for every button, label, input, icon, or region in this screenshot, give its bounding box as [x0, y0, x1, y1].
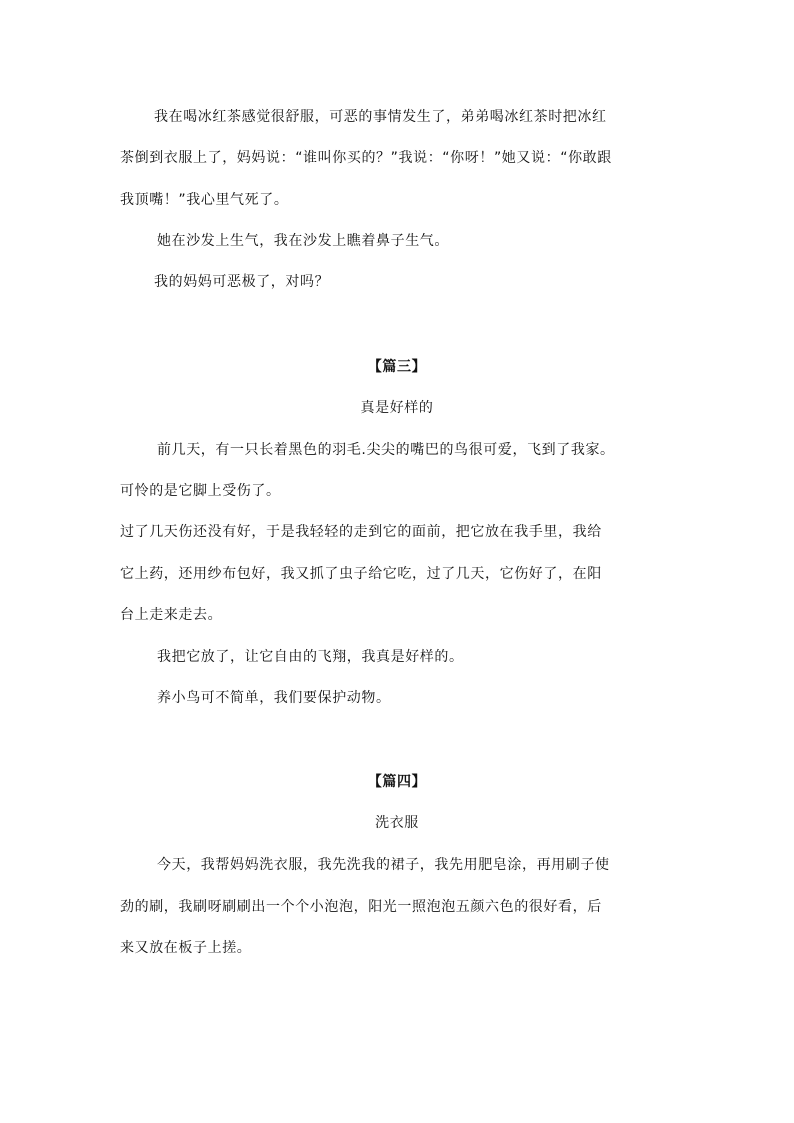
- paragraph-line: 台上走来走去。: [120, 607, 223, 623]
- paragraph-line: 养小鸟可不简单，我们要保护动物。: [157, 690, 391, 706]
- paragraph-line: 今天，我帮妈妈洗衣服，我先洗我的裙子，我先用肥皂涂，再用刷子使: [157, 857, 610, 873]
- paragraph-line: 劲的刷，我刷呀刷刷出一个个小泡泡，阳光一照泡泡五颜六色的很好看，后: [120, 899, 602, 915]
- paragraph-line: 我在喝冰红茶感觉很舒服，可恶的事情发生了，弟弟喝冰红茶时把冰红: [154, 109, 607, 125]
- paragraph-line: 来又放在板子上搓。: [120, 940, 252, 956]
- section-title: 真是好样的: [360, 400, 434, 416]
- paragraph-line: 前几天，有一只长着黑色的羽毛.尖尖的嘴巴的鸟很可爱，飞到了我家。: [157, 442, 615, 458]
- section-title: 洗衣服: [375, 815, 419, 831]
- paragraph-line: 它上药，还用纱布包好，我又抓了虫子给它吃，过了几天，它伤好了，在阳: [120, 566, 602, 582]
- paragraph-line: 过了几天伤还没有好，于是我轻轻的走到它的面前，把它放在我手里，我给: [120, 524, 602, 540]
- paragraph-line: 我顶嘴！”我心里气死了。: [120, 192, 289, 208]
- section-heading: 【篇四】: [367, 774, 427, 790]
- paragraph-line: 我的妈妈可恶极了，对吗？: [154, 274, 330, 290]
- section-heading: 【篇三】: [367, 359, 427, 375]
- paragraph-line: 茶倒到衣服上了，妈妈说：“谁叫你买的？”我说：“你呀！”她又说：“你敢跟: [120, 150, 612, 166]
- paragraph-line: 我把它放了，让它自由的飞翔，我真是好样的。: [157, 649, 464, 665]
- paragraph-line: 她在沙发上生气，我在沙发上瞧着鼻子生气。: [157, 233, 449, 249]
- paragraph-line: 可怜的是它脚上受伤了。: [120, 483, 281, 499]
